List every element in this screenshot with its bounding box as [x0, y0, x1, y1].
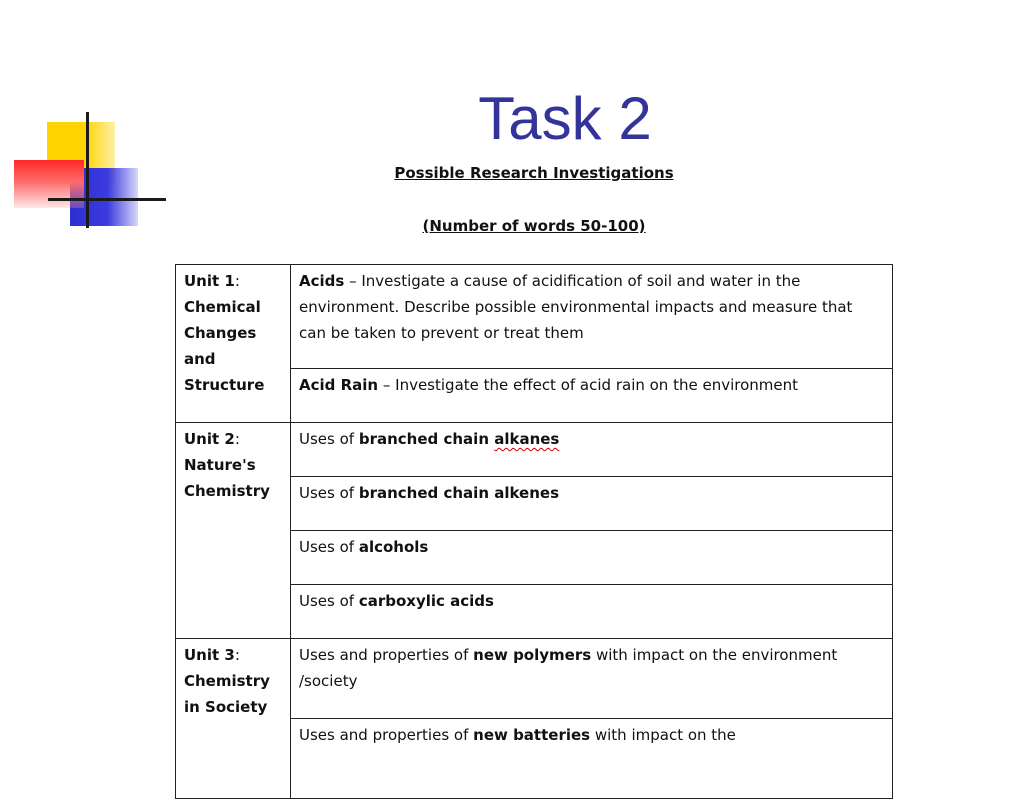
unit-3-cell: Unit 3: Chemistry in Society	[176, 639, 291, 799]
topic-cell: Uses of carboxylic acids	[291, 585, 893, 639]
research-topics-table	[175, 264, 893, 799]
document-heading: Possible Research Investigations	[394, 164, 674, 182]
spellcheck-flagged-word: alkanes	[494, 430, 560, 448]
topic-cell: Uses of branched chain alkenes	[291, 477, 893, 531]
logo-horizontal-line	[48, 198, 166, 201]
topic-cell: Acid Rain – Investigate the effect of acid rain on the environment	[291, 369, 893, 423]
table-row	[176, 265, 893, 369]
topic-cell: Uses and properties of new polymers with impact on the environment /society	[291, 639, 893, 719]
slide-title: Task 2	[478, 85, 652, 152]
document-subheading: (Number of words 50-100)	[422, 217, 646, 235]
topic-cell: Uses of branched chain alkanes	[291, 423, 893, 477]
unit-2-cell: Unit 2: Nature's Chemistry	[176, 423, 291, 639]
topic-cell: Acids – Investigate a cause of acidification of soil and water in the environment. Describe possible environmental impacts and measure that can be taken to prevent or treat them	[291, 265, 893, 369]
topic-cell: Uses of alcohols	[291, 531, 893, 585]
table-row	[176, 423, 893, 477]
unit-1-cell: Unit 1: Chemical Changes and Structure	[176, 265, 291, 423]
topic-cell: Uses and properties of new batteries with impact on the	[291, 719, 893, 799]
table-row	[176, 639, 893, 719]
embedded-document-image	[175, 158, 893, 744]
